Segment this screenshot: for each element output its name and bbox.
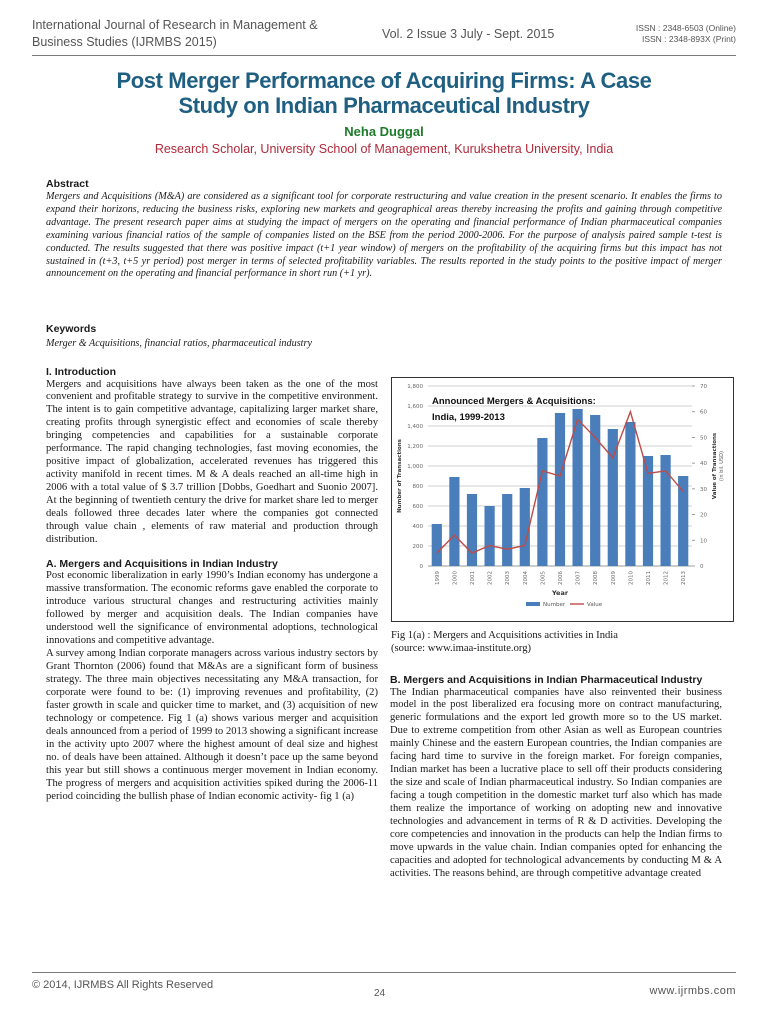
- y2-tick-label: 20: [700, 512, 707, 519]
- bar-2010: [625, 422, 635, 566]
- x-tick-label: 2007: [575, 571, 582, 585]
- legend-value-label: Value: [587, 602, 603, 608]
- y2-tick-label: 70: [700, 384, 707, 390]
- x-axis-title: Year: [551, 589, 569, 597]
- abstract-heading: Abstract: [46, 178, 89, 190]
- y-tick-label: 1,600: [407, 404, 423, 410]
- figure-caption-source: (source: www.imaa-institute.org): [391, 643, 532, 654]
- figure-caption-line1: Fig 1(a) : Mergers and Acquisitions activities in India: [391, 630, 618, 641]
- y2-axis-title: Value of Transactions: [712, 432, 718, 500]
- bar-2003: [502, 494, 512, 566]
- section-b-text: The Indian pharmaceutical companies have also reinvented their business model in the post liberalized era focusing more on contract manufacturing, generic formulations and the export led growth more so to the US market. Due to extreme competition from other Asian as well as European countries mainly Chinese and the eastern European countries, the Indian companies are facing hard time to survive in the foreign market. For foreign companies, Indian market has been a lucrative place to sell off their products considering the size and scale of Indian pharmaceutical industry. So Indian companies are facing a tough competition in the domestic market turf also which has made them realize the importance of working on adopting new and innovative technologies and advancement in terms of R & D activities. Developing the core competencies and innovation in the products can help the Indian firms to move upwards in the value chain. Indian companies opted for enhancing the capacities and adopted for technological advancements by conducting M & A activities. The reasons behind, are through competitive advantage created: [390, 686, 722, 879]
- legend-number-swatch: [526, 602, 540, 606]
- intro-heading: I. Introduction: [46, 366, 116, 378]
- y-tick-label: 1,800: [407, 384, 423, 390]
- y2-tick-label: 0: [700, 564, 704, 570]
- bar-2002: [484, 506, 494, 566]
- y-tick-label: 600: [412, 504, 423, 510]
- y-tick-label: 400: [412, 524, 423, 530]
- section-b-heading: B. Mergers and Acquisitions in Indian Pharmaceutical Industry: [390, 674, 703, 686]
- y2-axis-subtitle: (in bil. USD): [719, 451, 725, 481]
- abstract-text: Mergers and Acquisitions (M&A) are considered as a significant tool for corporate restructuring and value creation in the present scenario. It enables the firms to expand their horizons, reducing the business risks, exploring new markets and geographical areas thereby increasing the profits and gaining through competitive advantage. The present research paper aims at studying the impact of mergers on the operating and financial performance of Indian pharmaceutical companies examining various financial ratios of the sample of companies listed on the BSE from the period 2000-2006. For the purpose of analysis paired sample t-test is conducted. The results suggested that there was positive impact (t+1 year window) of mergers on the profitability of the acquiring firms but this impact has not sustained in (t+3, t+5 yr period) post merger in terms of selected profitability variables. The results reported in the study points to the positive impact of merger announcement on the operating and financial performance in short run (+1 yr).: [46, 191, 722, 280]
- ma-activity-chart: [391, 377, 734, 622]
- running-header: [32, 17, 736, 56]
- journal-name-line1: International Journal of Research in Management &: [32, 18, 318, 32]
- journal-website: www.ijrmbs.com: [649, 985, 736, 997]
- y-tick-label: 200: [412, 544, 423, 550]
- page-number: 24: [374, 988, 386, 999]
- bar-2001: [467, 494, 477, 566]
- page-footer: [32, 972, 736, 999]
- x-tick-label: 1999: [434, 571, 441, 585]
- x-tick-label: 2003: [505, 571, 512, 585]
- section-a-heading: A. Mergers and Acquisitions in Indian Industry: [46, 557, 278, 570]
- chart-canvas: [392, 378, 733, 621]
- issn-print: ISSN : 2348-893X (Print): [641, 34, 736, 44]
- keywords-text: Merger & Acquisitions, financial ratios, pharmaceutical industry: [46, 338, 312, 349]
- left-column: [46, 366, 378, 804]
- author-affiliation: Research Scholar, University School of Management, Kurukshetra University, India: [154, 142, 614, 156]
- x-tick-label: 2010: [628, 571, 635, 585]
- y2-tick-label: 40: [700, 461, 707, 468]
- issn-online: ISSN : 2348-6503 (Online): [635, 23, 736, 33]
- x-tick-label: 2009: [610, 571, 617, 585]
- intro-text: Mergers and acquisitions have always been taken as the one of the most convenient and profitable strategy to survive in the competitive environment. The intent is to gain competitive advantage, capitalizing larger market share, creating profits through synergistic effect and economies of scale thereby bringing competencies and capabilities for a sustainable corporate performance. The rapid changing technologies, fast moving economies, the positive impact of globalization, accelerated revenues has triggered this activity manifold in recent times. M & A deals reached an all-time high in 2006 with a total value of $ 3.7 trillion [Dobbs, Goedhart and Suonio 2007]. At the beginning of twentieth century the drive for market share led to merger deals followed three decades later where the companies got connected through value chain , elements of raw material and production through distribution.: [46, 378, 378, 545]
- y-tick-label: 1,400: [407, 424, 423, 430]
- x-tick-label: 2006: [558, 571, 564, 585]
- keywords-heading: Keywords: [46, 323, 97, 335]
- chart-title-line2: India, 1999-2013: [432, 412, 505, 423]
- section-a-para2: A survey among Indian corporate managers across various industry sectors by Grant Thornton (2006) found that M&As are a significant form of business strategy. The three main objectives necessitating any M&A transaction, for corporate were found to be: (1) improving revenues and profitability, (2) faster growth in scale and quicker time to market, and (3) acquisition of new technology or competence. Fig 1 (a) shows various merger and acquisition deals announced from a period of 1999 to 2013 showing a significant increase in the activity upto 2007 where the highest amount of deal size and highest no. of deals have been attained. Although it doesn’t pace up the same beyond this year but still shows a continuous merger movement in Indian economy. The progress of mergers and acquisition activities spiked during the 2006-11 period coinciding the bullish phase of Indian economic activity- fig 1 (a): [46, 648, 378, 802]
- paper-title-line2: Study on Indian Pharmaceutical Industry: [178, 93, 590, 118]
- bar-2005: [537, 438, 547, 566]
- y2-tick-label: 60: [700, 409, 707, 416]
- paper-title-line1: Post Merger Performance of Acquiring Firms: A Case: [116, 68, 652, 93]
- y-axis-title: Number of Transactions: [397, 439, 403, 513]
- bar-2006: [555, 413, 565, 566]
- volume-issue: Vol. 2 Issue 3 July - Sept. 2015: [382, 27, 555, 41]
- y2-tick-label: 50: [700, 435, 707, 442]
- x-tick-label: 2013: [681, 571, 688, 585]
- x-tick-label: 2012: [663, 571, 670, 585]
- issn-block: [636, 23, 736, 45]
- bar-2000: [449, 477, 459, 566]
- bar-2013: [678, 476, 688, 566]
- bar-2004: [520, 488, 530, 566]
- bar-1999: [432, 524, 442, 566]
- y2-tick-label: 10: [700, 538, 707, 545]
- x-tick-label: 2004: [522, 571, 529, 585]
- chart-title-line1: Announced Mergers & Acquisitions:: [432, 396, 596, 407]
- journal-name: [32, 17, 318, 51]
- author-name: Neha Duggal: [344, 124, 424, 139]
- section-a-para1: Post economic liberalization in early 1990’s Indian economy has undergone a massive transformation. The economic reforms gave enabled the corporate to introduce various structural changes and restructuring activities mainly followed by merger and acquisition deals. The Indian companies have understood well the significance of environmental adoptions, technological innovations and competitive advantage.: [46, 570, 378, 647]
- figure-caption: [391, 629, 731, 655]
- paper-title: [40, 68, 728, 118]
- y-tick-label: 1,200: [407, 444, 423, 450]
- y-tick-label: 800: [412, 484, 423, 490]
- y-tick-label: 0: [419, 564, 423, 570]
- x-tick-label: 2011: [646, 571, 652, 585]
- x-tick-label: 2002: [487, 571, 494, 585]
- legend-number-label: Number: [543, 602, 566, 608]
- x-tick-label: 2008: [593, 571, 600, 585]
- copyright-notice: © 2014, IJRMBS All Rights Reserved: [32, 979, 214, 991]
- journal-name-line2: Business Studies (IJRMBS 2015): [32, 35, 217, 49]
- y-tick-label: 1,000: [407, 464, 423, 470]
- x-tick-label: 2000: [452, 571, 459, 585]
- y2-tick-label: 30: [700, 486, 707, 493]
- x-tick-label: 2001: [470, 571, 476, 585]
- right-column: [390, 674, 722, 881]
- x-tick-label: 2005: [540, 571, 547, 585]
